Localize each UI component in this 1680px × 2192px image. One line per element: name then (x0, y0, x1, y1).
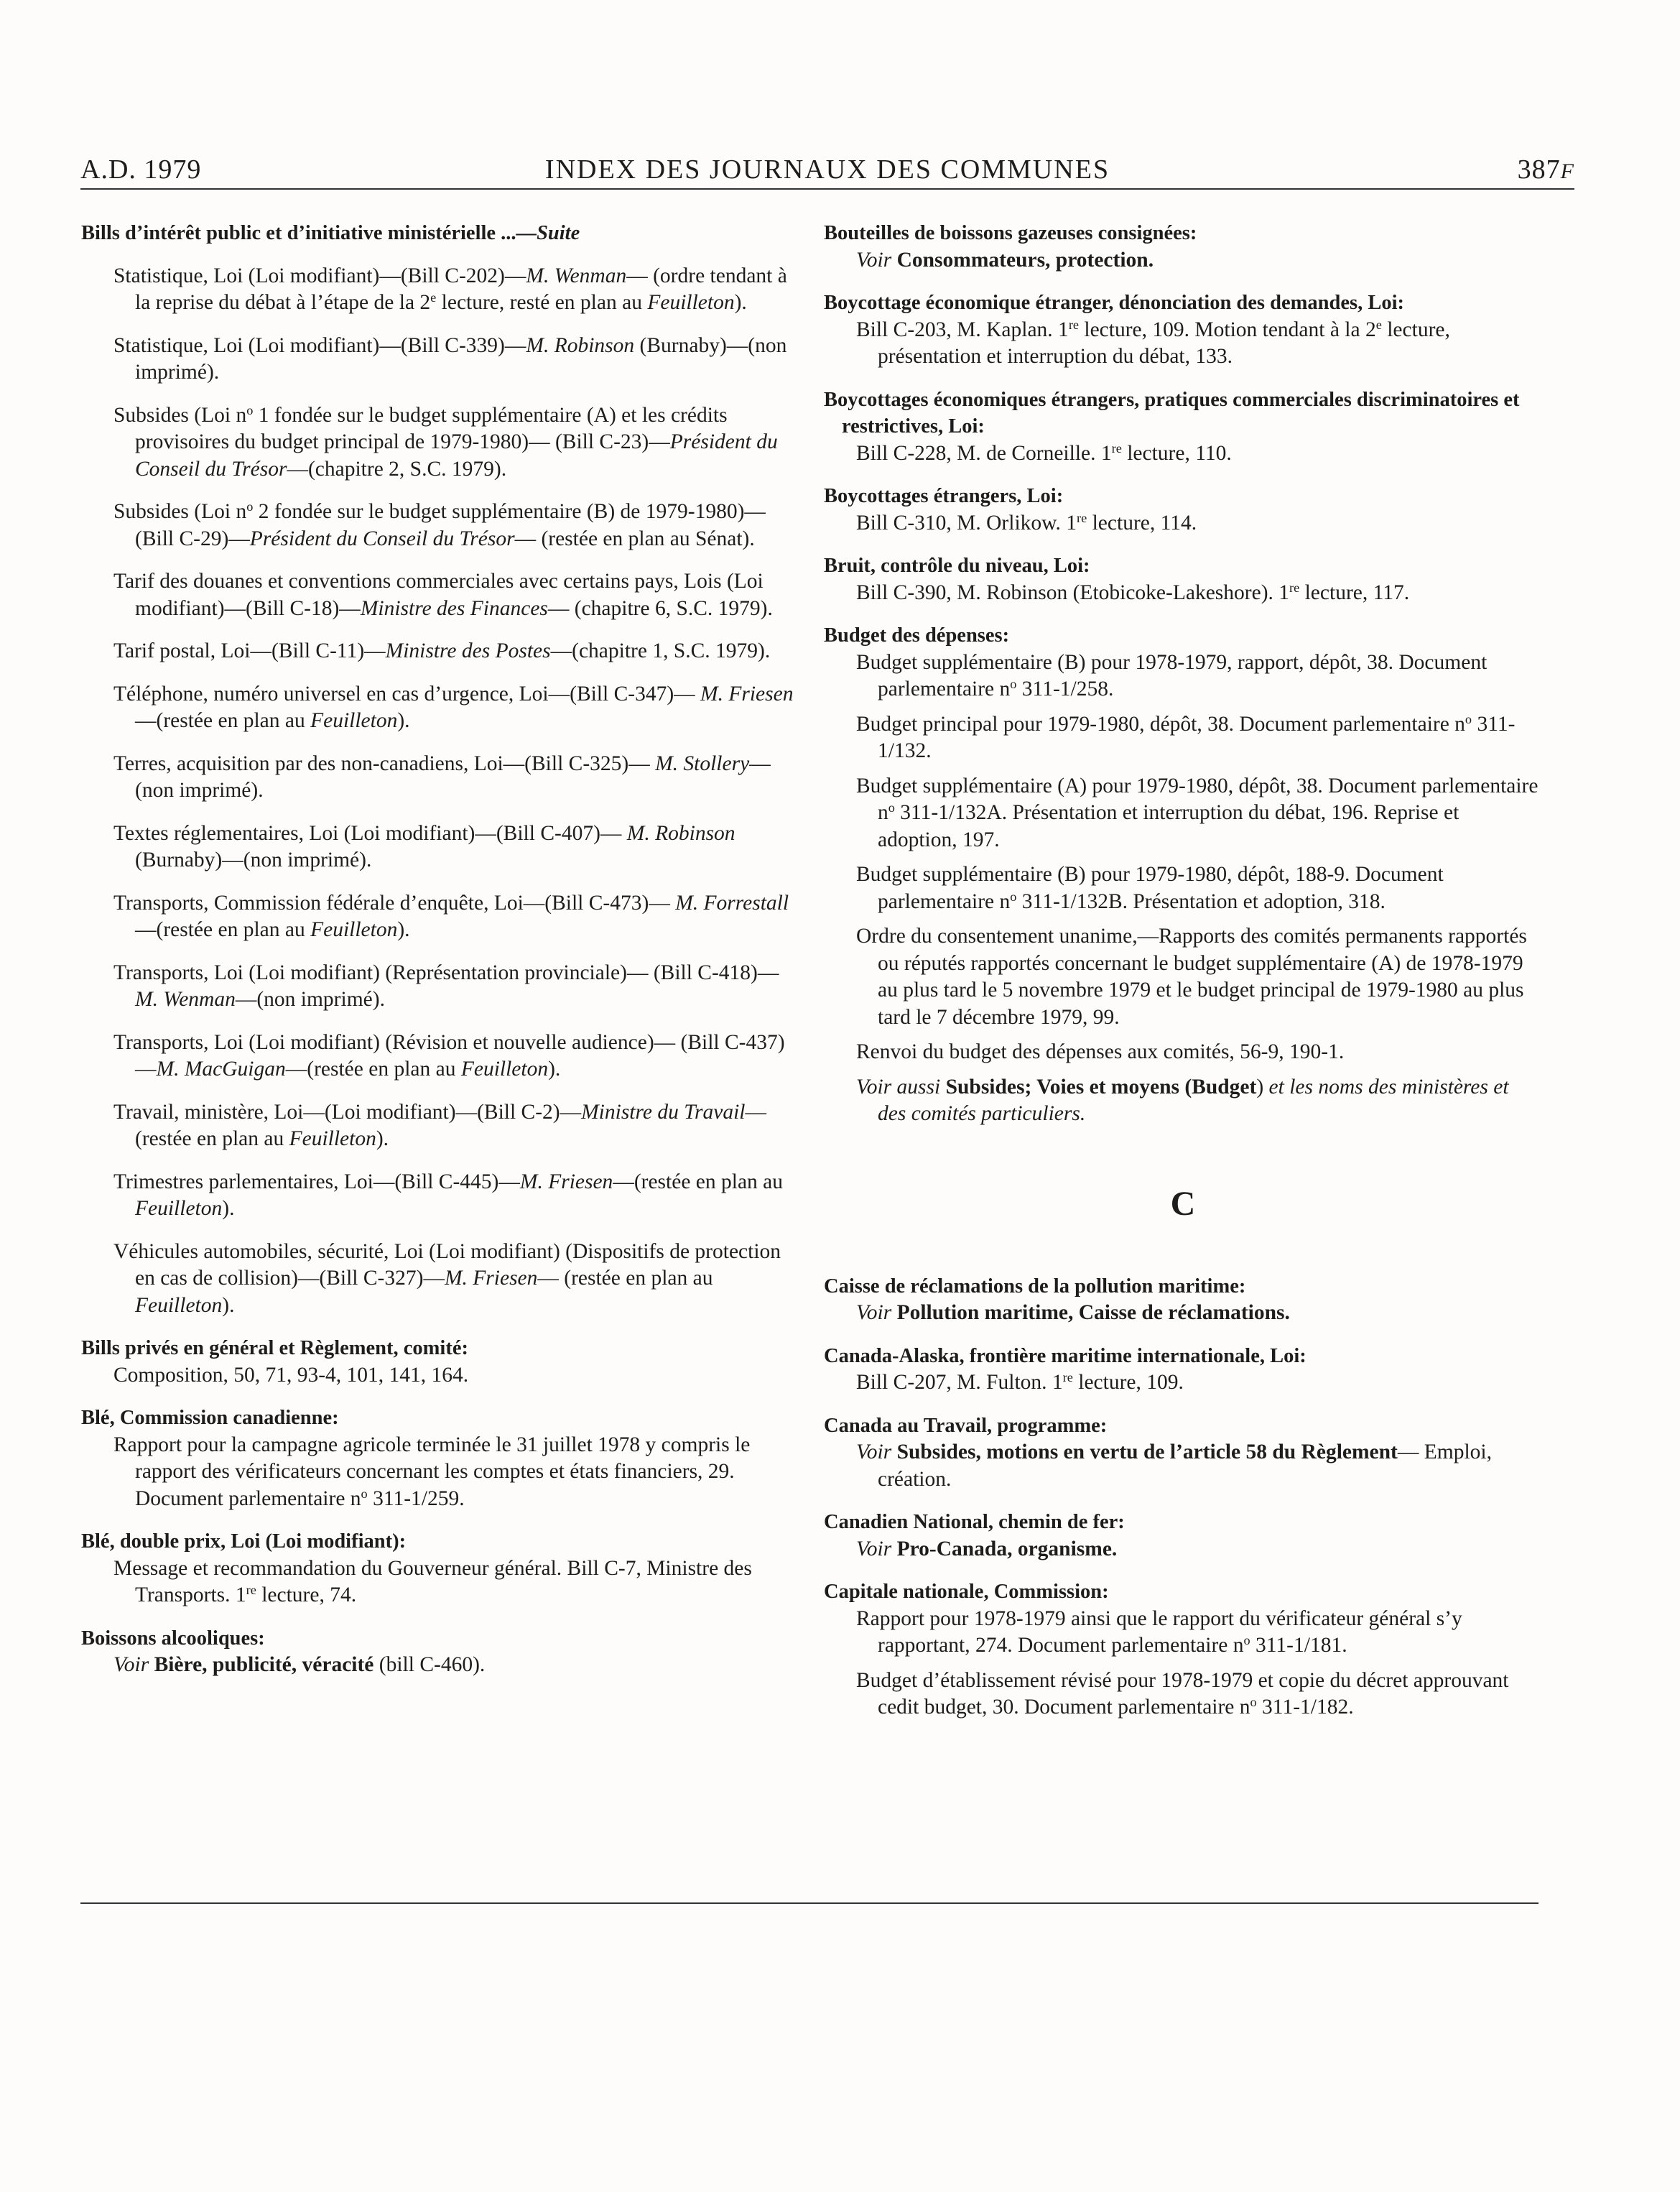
footer-rule (80, 1902, 1539, 1904)
bill-entry (81, 1239, 799, 1320)
entry-text: Message et recommandation du Gouverneur général. Bill C-7, Ministre des Transports. 1 (113, 1556, 752, 1606)
index-heading (81, 1625, 799, 1652)
index-subentry (824, 1300, 1542, 1327)
entry-text: Bill C-203, M. Kaplan. 1 (856, 318, 1069, 341)
bill-entry (81, 568, 799, 622)
superscript: o (1243, 1632, 1250, 1647)
heading-text: Bills d’intérêt public et d’initiative ministérielle ... (81, 222, 516, 244)
italic-text: Ministre du Travail (581, 1100, 746, 1124)
entry-text: ). (376, 1127, 389, 1150)
entry-text: Composition, 50, 71, 93-4, 101, 141, 164. (113, 1363, 469, 1387)
italic-text: Ministre des Finances (360, 596, 548, 620)
entry-text: Subsides (Loi n (113, 403, 247, 427)
index-subentry (824, 773, 1542, 854)
entry-text (891, 1301, 896, 1324)
bill-entry (81, 1099, 799, 1153)
index-subentry (824, 580, 1542, 607)
italic-text: Feuilleton (289, 1127, 376, 1150)
superscript: o (1010, 889, 1017, 904)
italic-text: Feuilleton (135, 1197, 223, 1220)
heading-text: Boissons alcooliques: (81, 1627, 265, 1650)
italic-text: Feuilleton (135, 1293, 223, 1317)
entry-text: 311-1/132B. Présentation et adoption, 318. (1016, 889, 1386, 913)
index-heading (824, 1509, 1542, 1536)
entry-text: Budget principal pour 1979-1980, dépôt, 38. Document parlementaire n (856, 712, 1465, 736)
heading-continued: —Suite (516, 222, 580, 244)
entry-text: lecture, resté en plan au (436, 291, 648, 314)
index-subentry (81, 1555, 799, 1609)
entry-text: Textes réglementaires, Loi (Loi modifiant)—(Bill C-407)— (113, 821, 627, 845)
page-number-value: 387 (1517, 154, 1561, 185)
superscript: e (430, 290, 437, 305)
entry-text: Bill C-207, M. Fulton. 1 (856, 1371, 1063, 1394)
index-subentry (824, 1369, 1542, 1397)
heading-text: Canada-Alaska, frontière maritime internationale, Loi: (824, 1344, 1307, 1367)
italic-text: et les noms des ministères et des comités particuliers. (878, 1075, 1509, 1125)
entry-text: lecture, présentation et interruption du débat, 133. (878, 318, 1450, 368)
entry-text: lecture, 109. (1072, 1371, 1184, 1394)
index-subentry (824, 1039, 1542, 1066)
entry-text: 311-1/181. (1250, 1634, 1347, 1657)
bill-entry (81, 333, 799, 387)
index-subentry (824, 923, 1542, 1031)
index-heading (81, 1528, 799, 1555)
bold-reference: Consommateurs, protection. (896, 248, 1154, 272)
entry-text: Tarif des douanes et conventions commerciales avec certains pays, Lois (Loi modifiant)—(Bill C-18)— (113, 570, 764, 620)
index-subentry (824, 1074, 1542, 1128)
entry-text: Statistique, Loi (Loi modifiant)—(Bill C-339)— (113, 333, 526, 357)
superscript: o (1010, 676, 1017, 691)
entry-text: Trimestres parlementaires, Loi—(Bill C-445)— (113, 1170, 520, 1193)
superscript: o (1465, 711, 1472, 726)
entry-text: —(restée en plan au (135, 918, 311, 941)
italic-text: Ministre des Postes (385, 639, 551, 662)
index-heading (824, 1343, 1542, 1370)
italic-text: M. Wenman (526, 264, 627, 287)
index-heading (824, 290, 1542, 317)
bold-reference: Bière, publicité, véracité (154, 1653, 374, 1676)
entry-text: Terres, acquisition par des non-canadiens, Loi—(Bill C-325)— (113, 752, 656, 775)
entry-text: (bill C-460). (373, 1653, 486, 1676)
bold-reference: Pro-Canada, organisme. (896, 1537, 1118, 1560)
entry-text: Transports, Commission fédérale d’enquête, Loi—(Bill C-473)— (113, 891, 676, 915)
heading-text: Blé, double prix, Loi (Loi modifiant): (81, 1530, 407, 1553)
heading-text: Boycottages étrangers, Loi: (824, 485, 1064, 507)
bill-entry (81, 263, 799, 317)
entry-text: 1 fondée sur le budget supplémentaire (A) et les crédits provisoires du budget principal de 1979-1980)— (Bill C-23)— (135, 403, 728, 453)
superscript: o (246, 499, 254, 514)
entry-text: Rapport pour 1978-1979 ainsi que le rapport du vérificateur général s’y rapportant, 274. Document parlementaire n (856, 1606, 1462, 1657)
superscript: re (1289, 580, 1300, 595)
italic-text: M. MacGuigan (156, 1058, 286, 1081)
superscript: re (1062, 1369, 1073, 1384)
index-subentry (824, 861, 1542, 915)
index-subentry (824, 440, 1542, 468)
italic-text: Voir (856, 248, 892, 272)
entry-text (891, 1537, 896, 1560)
italic-text: Voir (856, 1301, 892, 1324)
index-heading (81, 220, 799, 247)
entry-text: Transports, Loi (Loi modifiant) (Représentation provinciale)— (Bill C-418)— (113, 961, 779, 984)
entry-text: lecture, 110. (1121, 441, 1232, 465)
index-heading (824, 387, 1542, 440)
entry-text: 311-1/182. (1256, 1696, 1354, 1719)
index-heading (824, 622, 1542, 649)
entry-text: 311-1/132A. Présentation et interruption du débat, 196. Reprise et adoption, 197. (878, 801, 1459, 851)
superscript: re (1111, 440, 1122, 455)
entry-text: 2 fondée sur le budget supplémentaire (B) de 1979-1980)—(Bill C-29)— (135, 500, 766, 550)
superscript: e (1375, 317, 1382, 332)
heading-text: Boycottage économique étranger, dénonciation des demandes, Loi: (824, 292, 1404, 314)
entry-text: (Burnaby)—(non imprimé). (135, 333, 787, 384)
entry-text: Statistique, Loi (Loi modifiant)—(Bill C-202)— (113, 264, 526, 287)
entry-text: Tarif postal, Loi—(Bill C-11)— (113, 639, 386, 662)
entry-text: —(chapitre 2, S.C. 1979). (287, 457, 507, 481)
header-rule (80, 188, 1574, 190)
entry-text: — Emploi, création. (878, 1440, 1492, 1491)
index-subentry (824, 649, 1542, 703)
entry-text: lecture, 114. (1087, 511, 1197, 535)
superscript: re (1068, 317, 1080, 332)
entry-text: — (chapitre 6, S.C. 1979). (547, 596, 773, 620)
superscript: re (1077, 510, 1087, 525)
entry-text: Budget supplémentaire (A) pour 1979-1980, dépôt, 38. Document parlementaire n (856, 774, 1539, 824)
page-number-suffix: F (1560, 159, 1574, 183)
index-subentry (81, 1362, 799, 1389)
entry-text: —(restée en plan au (285, 1058, 461, 1081)
entry-text: lecture, 109. Motion tendant à la 2 (1079, 318, 1376, 341)
italic-text: M. Robinson (626, 821, 735, 845)
italic-text: M. Wenman (135, 988, 236, 1011)
index-heading (824, 483, 1542, 510)
index-subentry (824, 711, 1542, 765)
heading-text: Canada au Travail, programme: (824, 1414, 1108, 1437)
bill-entry (81, 890, 799, 944)
entry-text: —(chapitre 1, S.C. 1979). (550, 639, 771, 662)
index-heading (81, 1335, 799, 1362)
superscript: re (246, 1582, 256, 1597)
bill-entry (81, 751, 799, 805)
italic-text: M. Friesen (444, 1267, 538, 1290)
bill-entry (81, 499, 799, 552)
bold-reference: Subsides, motions en vertu de l’article 58 du Règlement (896, 1440, 1398, 1463)
entry-text: lecture, 117. (1299, 581, 1410, 604)
heading-text: Caisse de réclamations de la pollution maritime: (824, 1275, 1246, 1298)
entry-text: —(non imprimé). (235, 988, 385, 1011)
index-subentry (824, 510, 1542, 537)
heading-text: Bills privés en général et Règlement, comité: (81, 1337, 468, 1359)
italic-text: Feuilleton (647, 291, 735, 314)
header-title: INDEX DES JOURNAUX DES COMMUNES (544, 154, 1110, 185)
bold-reference: Subsides; Voies et moyens (Budget (945, 1075, 1257, 1099)
entry-text: Budget supplémentaire (B) pour 1979-1980, dépôt, 188-9. Document parlementaire n (856, 863, 1444, 913)
italic-text: Voir aussi (856, 1075, 941, 1099)
index-heading (824, 1578, 1542, 1606)
entry-text: — (restée en plan au Sénat). (514, 527, 755, 550)
superscript: o (888, 800, 895, 815)
italic-text: M. Stollery (655, 752, 750, 775)
heading-text: Bruit, contrôle du niveau, Loi: (824, 555, 1090, 577)
entry-text: 311-1/258. (1016, 678, 1114, 700)
entry-text (149, 1653, 154, 1676)
right-column (824, 220, 1542, 1721)
index-subentry (81, 1432, 799, 1513)
bill-entry (81, 960, 799, 1014)
heading-text: Boycottages économiques étrangers, pratiques commerciales discriminatoires et restrictives, Loi: (824, 388, 1520, 438)
bill-entry (81, 820, 799, 874)
entry-text: —(non imprimé). (135, 752, 771, 802)
italic-text: Feuilleton (310, 709, 398, 732)
entry-text: 311-1/132. (878, 712, 1516, 762)
entry-text: ). (734, 291, 747, 314)
entry-text: Travail, ministère, Loi—(Loi modifiant)—(Bill C-2)— (113, 1100, 582, 1124)
entry-text: (Burnaby)—(non imprimé). (135, 848, 372, 871)
bill-entry (81, 681, 799, 735)
entry-text: —(restée en plan au (135, 1100, 766, 1150)
entry-text: Ordre du consentement unanime,—Rapports des comités permanents rapportés ou réputés rapportés concernant le budget supplémentaire (A) de 1978-1979 au plus tard le 5 novembre 1979 et le budget principal de 1979-1980 au plus tard le 7 décembre 1979, 99. (856, 925, 1527, 1029)
italic-text: Feuilleton (460, 1058, 549, 1081)
index-heading (824, 220, 1542, 247)
header-year: A.D. 1979 (80, 154, 202, 185)
entry-text: Bill C-310, M. Orlikow. 1 (856, 511, 1077, 535)
entry-text: — (restée en plan au (537, 1267, 713, 1290)
heading-text: Blé, Commission canadienne: (81, 1407, 339, 1429)
heading-text: Budget des dépenses: (824, 624, 1010, 647)
entry-text: Renvoi du budget des dépenses aux comités, 56-9, 190-1. (856, 1040, 1345, 1063)
superscript: o (246, 402, 254, 417)
left-column (81, 220, 799, 1679)
index-subentry (824, 1668, 1542, 1721)
entry-text: ). (548, 1058, 561, 1081)
superscript: o (361, 1486, 368, 1501)
italic-text: Président du Conseil du Trésor (249, 527, 515, 550)
entry-text: Budget supplémentaire (B) pour 1978-1979, rapport, dépôt, 38. Document parlementaire n (856, 650, 1488, 700)
entry-text: Budget d’établissement révisé pour 1978-1979 et copie du décret approuvant cedit budget, 30. Document parlementaire n (856, 1668, 1509, 1719)
entry-text: ). (222, 1293, 235, 1317)
entry-text: Transports, Loi (Loi modifiant) (Révision et nouvelle audience)— (Bill C-437)— (113, 1030, 785, 1081)
bold-reference: Pollution maritime, Caisse de réclamations. (896, 1301, 1290, 1324)
entry-text (891, 1440, 896, 1463)
italic-text: M. Robinson (526, 333, 635, 357)
bill-entry (81, 402, 799, 484)
heading-text: Capitale nationale, Commission: (824, 1581, 1109, 1603)
heading-text: Canadien National, chemin de fer: (824, 1511, 1125, 1533)
index-subentry (824, 317, 1542, 371)
bill-entry (81, 1030, 799, 1083)
heading-text: Bouteilles de boissons gazeuses consignées: (824, 222, 1197, 244)
italic-text: Président du Conseil du Trésor (135, 430, 778, 481)
entry-text: Rapport pour la campagne agricole terminée le 31 juillet 1978 y compris le rapport des vérificateurs concernant les comptes et états financiers, 29. Document parlementaire n (113, 1433, 751, 1510)
entry-text (891, 249, 896, 272)
entry-text: Bill C-228, M. de Corneille. 1 (856, 441, 1112, 465)
index-heading (824, 1273, 1542, 1300)
entry-text: lecture, 74. (256, 1583, 357, 1606)
superscript: o (1250, 1694, 1257, 1709)
entry-text: 311-1/259. (367, 1486, 465, 1510)
bill-entry (81, 1169, 799, 1223)
italic-text: Voir (856, 1440, 892, 1463)
index-subentry (824, 1439, 1542, 1493)
entry-text: Téléphone, numéro universel en cas d’urgence, Loi—(Bill C-347)— (113, 682, 701, 706)
index-subentry (81, 1652, 799, 1679)
entry-text: Véhicules automobiles, sécurité, Loi (Loi modifiant) (Dispositifs de protection en cas de collision)—(Bill C-327)— (113, 1239, 781, 1290)
index-subentry (824, 1536, 1542, 1563)
entry-text: Subsides (Loi n (113, 500, 247, 523)
entry-text: — (ordre tendant à la reprise du débat à l’étape de la 2 (135, 264, 787, 314)
page-number (1518, 154, 1574, 185)
entry-text: ). (397, 709, 410, 732)
entry-text (940, 1076, 945, 1099)
bill-entry (81, 638, 799, 665)
index-subentry (824, 247, 1542, 274)
entry-text: ) (1256, 1075, 1269, 1099)
index-subentry (824, 1606, 1542, 1660)
italic-text: Voir (113, 1653, 149, 1676)
section-letter: C (1170, 1184, 1196, 1223)
entry-text: Bill C-390, M. Robinson (Etobicoke-Lakeshore). 1 (856, 581, 1290, 604)
italic-text: Feuilleton (310, 918, 398, 941)
running-head (80, 154, 1574, 190)
italic-text: M. Forrestall (675, 891, 789, 915)
entry-text: ). (222, 1197, 235, 1220)
entry-text: —(restée en plan au (613, 1170, 784, 1193)
italic-text: Voir (856, 1537, 892, 1560)
entry-text: —(restée en plan au (135, 709, 311, 732)
italic-text: M. Friesen (700, 682, 794, 706)
index-heading (81, 1405, 799, 1432)
italic-text: M. Friesen (519, 1170, 613, 1193)
index-heading (824, 1412, 1542, 1440)
index-heading (824, 552, 1542, 580)
entry-text: ). (397, 918, 410, 941)
